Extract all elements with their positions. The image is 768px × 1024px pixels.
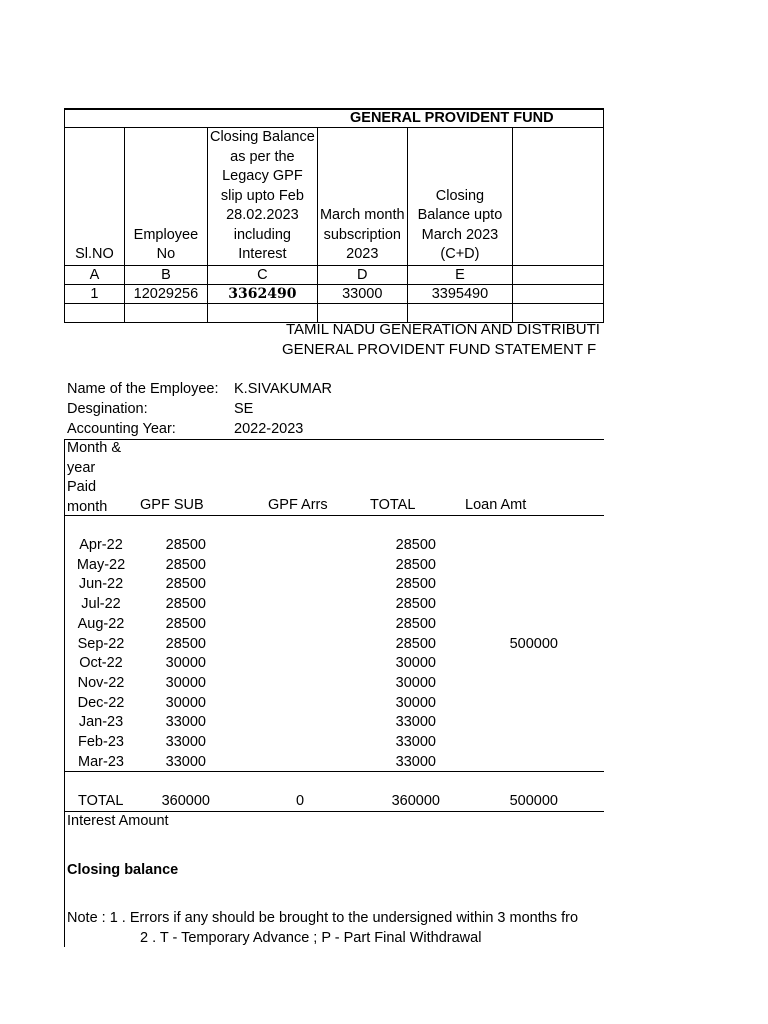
employee-name-label: Name of the Employee: <box>67 381 219 397</box>
row-month: Nov-22 <box>77 675 125 691</box>
letter-c: C <box>207 265 317 284</box>
row-gpf-sub: 30000 <box>165 655 206 671</box>
header-month-line: Paid <box>67 479 97 495</box>
letter-b: B <box>124 265 207 284</box>
statement-left-border <box>64 439 65 947</box>
totals-loan-amt: 500000 <box>509 793 558 809</box>
accounting-year-label: Accounting Year: <box>67 421 176 437</box>
row-month: Feb-23 <box>78 734 124 750</box>
row-total: 28500 <box>395 616 436 632</box>
row-total: 28500 <box>395 557 436 573</box>
header-march-subscription: March month subscription 2023 <box>317 128 407 266</box>
totals-bottom-rule <box>64 811 604 812</box>
row-total: 30000 <box>395 695 436 711</box>
row-gpf-sub: 33000 <box>165 734 206 750</box>
row-gpf-sub: 28500 <box>165 596 206 612</box>
totals-top-rule <box>64 771 604 772</box>
designation-value: SE <box>234 401 254 417</box>
header-loan-amt: Loan Amt <box>465 497 527 513</box>
row-total: 33000 <box>395 714 436 730</box>
row-closing-balance-march: 3395490 <box>407 284 512 303</box>
header-month-line: Month & <box>67 440 121 456</box>
employee-name-value: K.SIVAKUMAR <box>234 381 333 397</box>
row-total: 28500 <box>395 636 436 652</box>
header-month-line: month <box>67 498 108 515</box>
row-month: Jun-22 <box>78 576 124 592</box>
row-extra <box>513 284 604 303</box>
header-bottom-rule <box>64 515 604 516</box>
row-total: 28500 <box>395 537 436 553</box>
row-march-subscription: 33000 <box>317 284 407 303</box>
blank-cell <box>124 303 207 322</box>
row-total: 30000 <box>395 655 436 671</box>
row-gpf-sub: 30000 <box>165 695 206 711</box>
row-month: Dec-22 <box>77 695 125 711</box>
closing-balance-label: Closing balance <box>67 862 179 878</box>
header-month-cell <box>67 439 121 517</box>
summary-title: GENERAL PROVIDENT FUND <box>65 109 604 128</box>
row-loan-amt: 500000 <box>509 636 558 652</box>
totals-gpf-sub: 360000 <box>161 793 210 809</box>
org-name: TAMIL NADU GENERATION AND DISTRIBUTI <box>286 321 600 338</box>
interest-amount-label: Interest Amount <box>67 813 169 829</box>
row-month: Mar-23 <box>78 754 124 770</box>
header-gpf-arrs: GPF Arrs <box>268 497 328 513</box>
row-gpf-sub: 28500 <box>165 557 206 573</box>
row-month: Jan-23 <box>78 714 124 730</box>
header-month-line: year <box>67 459 96 476</box>
row-gpf-sub: 33000 <box>165 754 206 770</box>
letter-e: E <box>407 265 512 284</box>
gpf-summary-table <box>64 108 604 323</box>
row-gpf-sub: 28500 <box>165 616 206 632</box>
row-total: 33000 <box>395 754 436 770</box>
gpf-summary-table-container <box>64 108 604 302</box>
note-line-1: Note : 1 . Errors if any should be brought to the undersigned within 3 months fro <box>67 910 579 926</box>
row-month: Aug-22 <box>77 616 125 632</box>
totals-label: TOTAL <box>78 793 124 809</box>
header-closing-balance-legacy: Closing Balance as per the Legacy GPF slip upto Feb 28.02.2023 including Interest <box>207 128 317 266</box>
row-gpf-sub: 28500 <box>165 576 206 592</box>
row-month: Apr-22 <box>79 537 123 553</box>
header-closing-balance-march: Closing Balance upto March 2023 (C+D) <box>407 128 512 266</box>
header-employee-no: Employee No <box>124 128 207 266</box>
blank-cell <box>207 303 317 322</box>
totals-total: 360000 <box>391 793 440 809</box>
header-sl-no: Sl.NO <box>65 128 125 266</box>
statement-top-rule <box>64 439 604 440</box>
row-gpf-sub: 33000 <box>165 714 206 730</box>
blank-cell <box>65 303 125 322</box>
header-extra <box>513 128 604 266</box>
row-gpf-sub: 28500 <box>165 636 206 652</box>
row-total: 30000 <box>395 675 436 691</box>
row-employee-no: 12029256 <box>124 284 207 303</box>
header-total: TOTAL <box>370 497 416 513</box>
header-gpf-sub: GPF SUB <box>140 497 204 513</box>
designation-label: Desgination: <box>67 401 148 417</box>
row-total: 28500 <box>395 596 436 612</box>
totals-gpf-arrs: 0 <box>295 793 305 809</box>
letter-extra <box>513 265 604 284</box>
note-line-2: 2 . T - Temporary Advance ; P - Part Final Withdrawal <box>140 930 482 946</box>
row-month: Jul-22 <box>81 596 121 612</box>
row-gpf-sub: 30000 <box>165 675 206 691</box>
blank-cell <box>513 303 604 322</box>
row-month: Sep-22 <box>77 636 125 652</box>
statement-title: GENERAL PROVIDENT FUND STATEMENT F <box>282 341 597 358</box>
row-month: Oct-22 <box>79 655 123 671</box>
letter-a: A <box>65 265 125 284</box>
row-total: 33000 <box>395 734 436 750</box>
accounting-year-value: 2022-2023 <box>234 421 304 437</box>
blank-cell <box>407 303 512 322</box>
row-total: 28500 <box>395 576 436 592</box>
letter-d: D <box>317 265 407 284</box>
blank-cell <box>317 303 407 322</box>
row-gpf-sub: 28500 <box>165 537 206 553</box>
row-closing-balance-legacy: 3362490 <box>207 284 317 303</box>
row-sl-no: 1 <box>65 284 125 303</box>
row-month: May-22 <box>76 557 126 573</box>
